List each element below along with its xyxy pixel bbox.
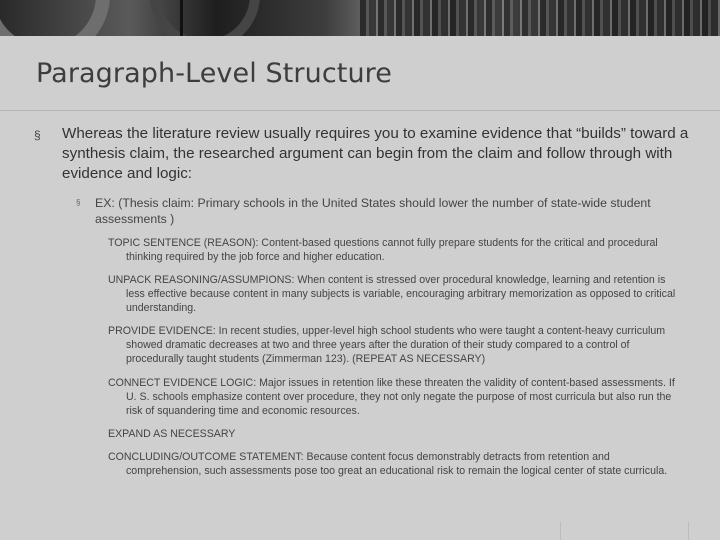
banner-divider [180,0,183,36]
footer-divider [688,522,689,540]
list-item: TOPIC SENTENCE (REASON): Content-based questions cannot fully prepare students for the critical and procedural thinking required by the job force and higher education. [108,237,658,263]
title-divider [0,110,720,111]
main-bullet-text: Whereas the literature review usually requires you to examine evidence that “builds” toward a synthesis claim, the researched argument can begin from the claim and follow through with evidence and logic: [62,125,689,182]
section-bullet-icon: § [34,128,41,142]
list-item: EXPAND AS NECESSARY [108,428,236,440]
banner-texture [360,0,720,36]
footer-divider [560,522,561,540]
section-bullet-icon: § [76,198,81,207]
slide-title: Paragraph-Level Structure [36,58,392,89]
wheel-graphic [150,0,260,36]
wheel-graphic [0,0,110,36]
list-item: CONNECT EVIDENCE LOGIC: Major issues in retention like these threaten the validity of content-based assessments. If U. S. schools emphasize content over procedure, they not only negate the purpose of most curricula but also run the risk of squandering time and economic resources. [108,377,675,417]
list-item: PROVIDE EVIDENCE: In recent studies, upper-level high school students who were taught a content-heavy curriculum showed dramatic decreases at two and three years after the duration of their study compared to a control of procedurally taught students (Zimmerman 123). (REPEAT AS NECESSARY) [108,325,666,365]
footer-bar [0,522,720,540]
header-banner-image [0,0,720,36]
sub-bullet-text: EX: (Thesis claim: Primary schools in the United States should lower the number of state-wide student assessments ) [95,196,651,226]
list-item: UNPACK REASONING/ASSUMPIONS: When content is stressed over procedural knowledge, learning and retention is less effective because content in many subjects is variable, encouraging arbitrary memorization as opposed to critical understanding. [108,274,676,314]
list-item: CONCLUDING/OUTCOME STATEMENT: Because content focus demonstrably detracts from retention and comprehension, such assessments pose too great an educational risk to remain the logical center of state curricula. [108,451,668,477]
